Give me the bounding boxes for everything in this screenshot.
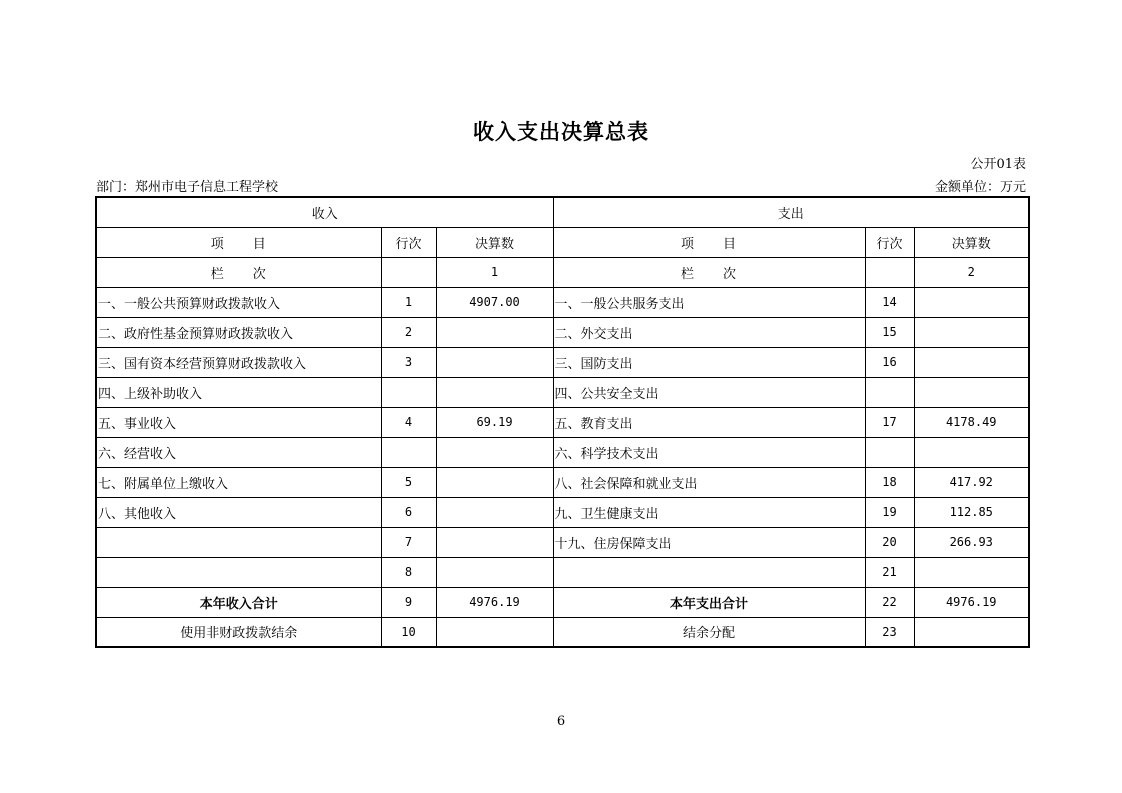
table-row: [96, 437, 1029, 467]
income-column-label: 栏 次: [96, 257, 381, 287]
expense-amount-header: 决算数: [914, 227, 1029, 257]
income-line: 8: [381, 557, 436, 587]
income-line: 5: [381, 467, 436, 497]
expense-line: 17: [865, 407, 914, 437]
expense-line: 18: [865, 467, 914, 497]
income-amount: 4907.00: [436, 287, 553, 317]
income-amount: [436, 437, 553, 467]
expense-item: 五、教育支出: [553, 407, 865, 437]
expense-total-label: 本年支出合计: [553, 587, 865, 617]
income-item: [96, 527, 381, 557]
expense-column-label: 栏 次: [553, 257, 865, 287]
expense-item: 二、外交支出: [553, 317, 865, 347]
balance-distribution-amount: [914, 617, 1029, 647]
expense-item: 九、卫生健康支出: [553, 497, 865, 527]
expense-amount: [914, 377, 1029, 407]
income-line: [381, 437, 436, 467]
table-row: [96, 527, 1029, 557]
income-line: 3: [381, 347, 436, 377]
expense-line: 16: [865, 347, 914, 377]
income-amount: [436, 377, 553, 407]
income-amount: [436, 467, 553, 497]
department-label: 部门：郑州市电子信息工程学校: [96, 180, 279, 195]
form-number: 公开01表: [970, 157, 1026, 172]
page-number: 6: [556, 714, 566, 729]
expense-amount: [914, 347, 1029, 377]
table-row: [96, 467, 1029, 497]
income-item: 三、国有资本经营预算财政拨款收入: [96, 347, 381, 377]
income-item: 一、一般公共预算财政拨款收入: [96, 287, 381, 317]
income-total-label: 本年收入合计: [96, 587, 381, 617]
income-line: 1: [381, 287, 436, 317]
income-item: 二、政府性基金预算财政拨款收入: [96, 317, 381, 347]
income-amount: [436, 347, 553, 377]
table-row: [96, 557, 1029, 587]
income-amount: [436, 557, 553, 587]
totals-row: [96, 587, 1029, 617]
non-fiscal-balance-amount: [436, 617, 553, 647]
expense-amount: [914, 437, 1029, 467]
expense-item: [553, 557, 865, 587]
expense-item-header: 项 目: [553, 227, 865, 257]
expense-amount: 417.92: [914, 467, 1029, 497]
income-item: 七、附属单位上缴收入: [96, 467, 381, 497]
table-row: [96, 377, 1029, 407]
expense-item: 四、公共安全支出: [553, 377, 865, 407]
balance-row: [96, 617, 1029, 647]
income-expense-table: [95, 196, 1030, 648]
income-item: 四、上级补助收入: [96, 377, 381, 407]
expense-item: 八、社会保障和就业支出: [553, 467, 865, 497]
income-line: 2: [381, 317, 436, 347]
income-item: [96, 557, 381, 587]
income-total-line: 9: [381, 587, 436, 617]
income-item: 五、事业收入: [96, 407, 381, 437]
table-row: [96, 347, 1029, 377]
expense-section-header: 支出: [553, 197, 1029, 227]
expense-total-amount: 4976.19: [914, 587, 1029, 617]
income-column-number: 1: [436, 257, 553, 287]
non-fiscal-balance-label: 使用非财政拨款结余: [96, 617, 381, 647]
income-column-line: [381, 257, 436, 287]
expense-amount: 112.85: [914, 497, 1029, 527]
income-line: 6: [381, 497, 436, 527]
income-amount: [436, 527, 553, 557]
expense-item: 十九、住房保障支出: [553, 527, 865, 557]
header-row-columns: [96, 227, 1029, 257]
expense-column-number: 2: [914, 257, 1029, 287]
income-item-header: 项 目: [96, 227, 381, 257]
expense-line: 14: [865, 287, 914, 317]
expense-item: 三、国防支出: [553, 347, 865, 377]
report-title: 收入支出决算总表: [473, 119, 649, 144]
income-amount: [436, 317, 553, 347]
expense-total-line: 22: [865, 587, 914, 617]
expense-line: 19: [865, 497, 914, 527]
expense-column-line: [865, 257, 914, 287]
expense-amount: 4178.49: [914, 407, 1029, 437]
income-line: [381, 377, 436, 407]
expense-line: 20: [865, 527, 914, 557]
income-line-header: 行次: [381, 227, 436, 257]
amount-unit-label: 金额单位：万元: [934, 180, 1026, 195]
table-row: [96, 497, 1029, 527]
income-amount-header: 决算数: [436, 227, 553, 257]
table-row: [96, 407, 1029, 437]
expense-line-header: 行次: [865, 227, 914, 257]
expense-amount: [914, 287, 1029, 317]
income-amount: [436, 497, 553, 527]
expense-line: [865, 437, 914, 467]
expense-line: 21: [865, 557, 914, 587]
expense-item: 一、一般公共服务支出: [553, 287, 865, 317]
income-amount: 69.19: [436, 407, 553, 437]
expense-line: 15: [865, 317, 914, 347]
expense-item: 六、科学技术支出: [553, 437, 865, 467]
table-row: [96, 287, 1029, 317]
column-index-row: [96, 257, 1029, 287]
balance-distribution-label: 结余分配: [553, 617, 865, 647]
income-line: 7: [381, 527, 436, 557]
income-item: 八、其他收入: [96, 497, 381, 527]
expense-amount: [914, 557, 1029, 587]
expense-line: [865, 377, 914, 407]
balance-distribution-line: 23: [865, 617, 914, 647]
non-fiscal-balance-line: 10: [381, 617, 436, 647]
income-section-header: 收入: [96, 197, 553, 227]
header-row-sections: [96, 197, 1029, 227]
expense-amount: 266.93: [914, 527, 1029, 557]
income-line: 4: [381, 407, 436, 437]
expense-amount: [914, 317, 1029, 347]
income-total-amount: 4976.19: [436, 587, 553, 617]
table-row: [96, 317, 1029, 347]
income-item: 六、经营收入: [96, 437, 381, 467]
